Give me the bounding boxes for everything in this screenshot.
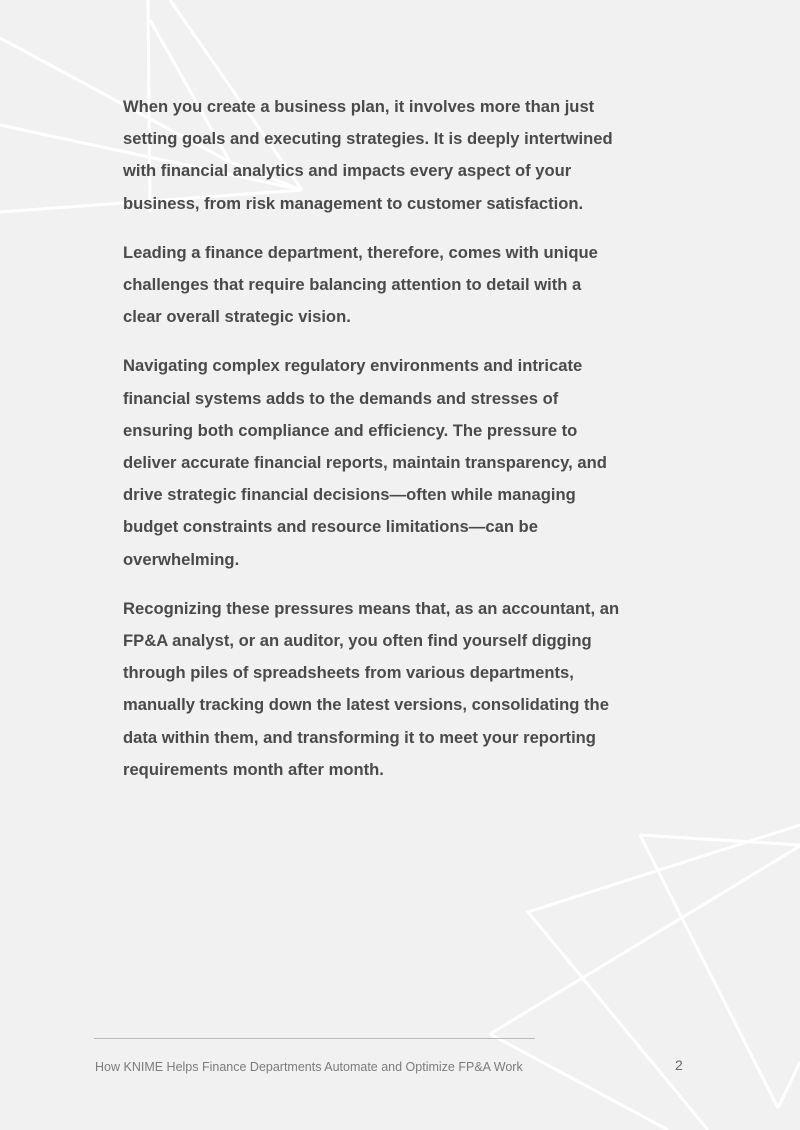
paragraph-business-plan: When you create a business plan, it involves more than just setting goals and executing strategies. It is deeply intertwined with financial analytics and impacts every aspect of your business, from risk management to customer satisfaction.	[123, 97, 613, 213]
page-number: 2	[675, 1057, 683, 1073]
paragraph-finance-leadership: Leading a finance department, therefore, comes with unique challenges that require balancing attention to detail with a clear overall strategic vision.	[123, 242, 598, 327]
footer-document-title: How KNIME Helps Finance Departments Automate and Optimize FP&A Work	[95, 1060, 523, 1074]
paragraph-spreadsheet-work: Recognizing these pressures means that, as an accountant, an FP&A analyst, or an auditor, you often find yourself digging through piles of spreadsheets from various departments, manually tracking down the latest versions, consolidating the data within them, and transforming it to meet your reporting requirements month after month.	[123, 598, 620, 779]
body-content	[123, 91, 623, 803]
footer-divider	[94, 1038, 535, 1039]
paragraph-regulatory-pressures: Navigating complex regulatory environments and intricate financial systems adds to the demands and stresses of ensuring both compliance and efficiency. The pressure to deliver accurate financial reports, maintain transparency, and drive strategic financial decisions—often while managing budget constraints and resource limitations—can be overwhelming.	[123, 356, 607, 569]
